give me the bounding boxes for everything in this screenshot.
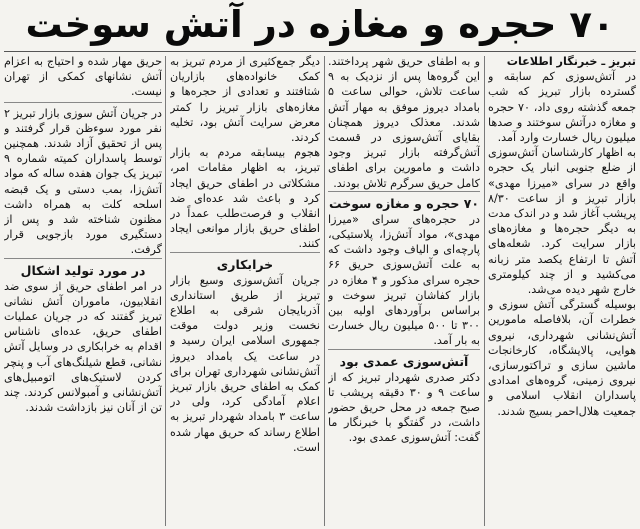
paragraph: جریان آتش‌سوزی وسیع بازار تبریز از طریق استانداری آذربایجان شرقی به اطلاع نخست وزیر دولت موقت جمهوری اسلامی ایران رسید و در ساعت یک بامداد دیروز آتش‌نشانی شهرداری تهران برای کمک به اطفای حریق بازار تبریز اعلام آمادگی کرد، ولی در ساعت ۳ بامداد شهردار تبریز به اطلاع رساند که حریق مهار شده است. <box>170 273 320 454</box>
paragraph: بوسیله گسترگی آتش سوزی و خطرات آن، بلافاصله مامورین آتش‌نشانی شهرداری، نیروی هوایی، پالایشگاه، کارخانجات ماشین سازی و تراکتورسازی، نیروی زمینی، گروه‌های امدادی پاسداران انقلاب اسلامی و جمعیت هلال‌احمر بسیج شدند. <box>488 298 636 418</box>
paragraph: به اظهار کارشناسان آتش‌سوزی از ضلع جنوبی انبار یک حجره واقع در سرای «میرزا مهدی» بازار تبریز و از ساعت ۸/۳۰ پریشب آغاز شد و در اندک مدت به دیگر حجره‌ها و مغازه‌های بازار سرایت کرد. شعله‌های آتش تا ارتفاع یکصد متر زبانه می‌کشید و از چند کیلومتری خارج شهر دیده می‌شد. <box>488 146 636 297</box>
paragraph: و به اطفای حریق شهر پرداختند. این گروه‌ها پس از نزدیک به ۹ ساعت تلاش، حوالی ساعت ۵ بامداد دیروز موفق به مهار آتش شدند. معذلک دیروز همچنان بقایای آتش‌سوزی در قسمت آتش‌گرفته بازار تبریز وجود داشت و مامورین برای اطفای کامل حریق سرگرم تلاش بودند. <box>328 55 480 190</box>
dateline: تبریز ـ خبرنگار اطلاعات <box>506 55 636 68</box>
subheading: ۷۰ حجره و مغازه سوخت <box>328 191 480 212</box>
paragraph: در جریان آتش سوزی بازار تبریز ۲ نفر مورد سوءظن قرار گرفتند و پس از تحقیق آزاد شدند. همچنین توسط پاسداران کمیته شماره ۹ تبریز یک جوان هفده ساله که مواد آتش‌زا، بمب دستی و یک قبضه اسلحه کلت به همراه داشت مظنون شناخته شد و پس از دستگیری مورد بازجویی قرار گرفت. <box>4 106 162 257</box>
paragraph: حریق مهار شده و احتیاج به اعزام آتش نشانهای کمکی از تهران نیست. <box>4 54 162 103</box>
subheading: آتش‌سوزی عمدی بود <box>328 349 480 370</box>
paragraph: دکتر صدری شهردار تبریز که از ساعت ۹ و ۳۰ دقیقه پریشب تا صبح جمعه در محل حریق حضور داشت، در گفتگو با خبرنگار ما گفت: آتش‌سوزی عمدی بود. <box>328 370 480 445</box>
headline-divider <box>4 51 636 52</box>
paragraph: در حجره‌های سرای «میرزا مهدی»، مواد آتش‌زا، پلاستیکی، پارچه‌ای و الیاف وجود داشت که به علت آتش‌سوزی حریق ۶۶ حجره سرای مذکور و ۴ مغازه در بازار کفاشان تبریز سوخت و براساس برآورد‌های اولیه بین ۳۰۰ تا ۵۰۰ میلیون ریال خسارت به بار آمد. <box>328 212 480 348</box>
subheading: در مورد تولید اشکال <box>4 258 162 279</box>
subheading: خرابکاری <box>170 252 320 273</box>
article-column-2 <box>328 54 480 528</box>
article-column-4 <box>4 54 162 528</box>
article-column-3 <box>170 54 320 528</box>
paragraph: دیگر جمع‌کثیری از مردم تبریز به کمک خانواده‌های بازاریان شتافتند و تعدادی از حجره‌ها و مغازه‌های بازار تبریز را کمتر معرض سرایت آتش بود، تخلیه کردند. <box>170 55 320 145</box>
article-column-1 <box>488 54 636 528</box>
column-divider <box>165 56 166 526</box>
column-divider <box>324 56 325 526</box>
paragraph: در امر اطفای حریق از سوی ضد انقلابیون، ماموران آتش نشانی تبریز گفتند که در جریان عملیات اطفای حریق، عده‌ای ناشناس اقدام به خرابکاری در وسایل آتش نشانی، قطع شیلنگ‌های آب و پنچر کردن لاستیک‌های اتومبیل‌های آتش‌نشانی و آمبولانس کردند. چند تن از آنان نیز بازداشت شدند. <box>4 279 162 415</box>
headline: ۷۰ حجره و مغازه در آتش سوخت <box>25 3 615 46</box>
paragraph: هجوم بیسابقه مردم به بازار تبریز، به اظهار مقامات امر، مشکلاتی در اطفای حریق ایجاد کرد و باعث شد عده‌ای ضد انقلاب و فرصت‌طلب عمداً در اطفای حریق بازار موانعی ایجاد کنند. <box>170 146 320 251</box>
column-divider <box>484 56 485 526</box>
paragraph: در آتش‌سوزی کم سابقه و گسترده بازار تبریز که شب جمعه گذشته روی داد، ۷۰ حجره و مغازه درآتش سوختند و صدها میلیون ریال خسارت وارد آمد. <box>488 70 636 145</box>
